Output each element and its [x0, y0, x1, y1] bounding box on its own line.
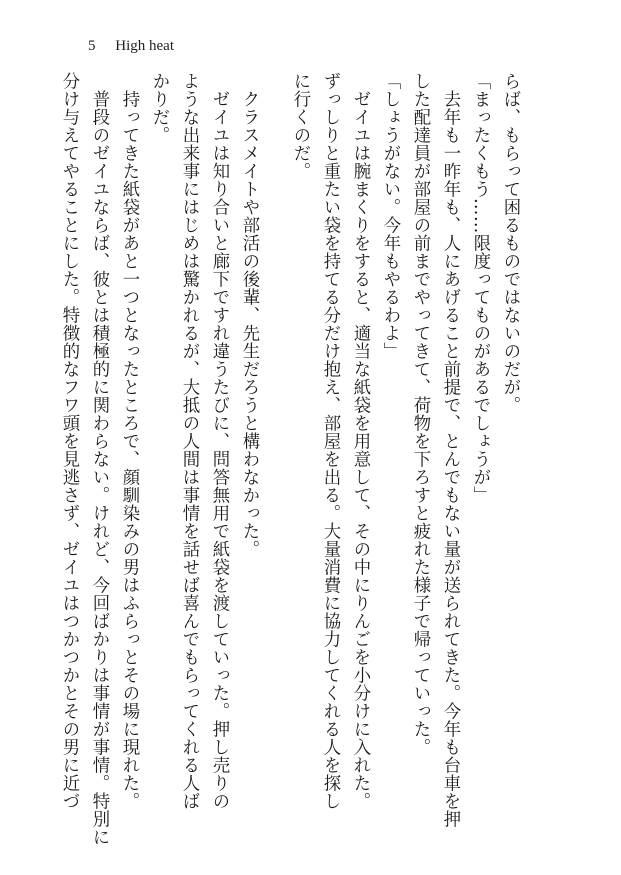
- text-line: に行くのだ。: [290, 72, 310, 180]
- text-line: した配達員が部屋の前までやってきて、荷物を下ろすと疲れた様子で帰っていった。: [410, 72, 430, 756]
- text-line: 持ってきた紙袋があと一つとなったところで、顔馴染みの男はふらっとその場に現れた。: [119, 72, 139, 810]
- text-line: 「しょうがない。今年もやるわよ」: [380, 72, 400, 360]
- text-line: かりだ。: [149, 72, 169, 144]
- text-line: ゼイユは知り合いと廊下ですれ違うたびに、問答無用で紙袋を渡していった。押し売りの: [209, 72, 229, 810]
- page-number: 5: [88, 38, 96, 54]
- text-line: ずっしりと重たい袋を持てる分だけ抱え、部屋を出る。大量消費に協力してくれる人を探し: [320, 72, 340, 810]
- text-line: 普段のゼイユならば、彼とは積極的に関わらない。けれど、今回ばかりは事情が事情。特別に: [89, 72, 109, 846]
- text-line: ゼイユは腕まくりをすると、適当な紙袋を用意して、その中にりんごを小分けに入れた。: [350, 72, 370, 810]
- paragraph-gap: [264, 72, 285, 812]
- text-line: らば、もらって困るものではないのだが。: [500, 72, 520, 414]
- text-line: クラスメイトや部活の後輩、先生だろうと構わなかった。: [239, 72, 259, 558]
- text-line: ような出来事にはじめは驚かれるが、大抵の人間は事情を話せば喜んでもらってくれる人ば: [179, 72, 199, 810]
- running-title: High heat: [115, 38, 174, 54]
- text-line: 去年も一昨年も、人にあげること前提で、とんでもない量が送られてきた。今年も台車を押: [440, 72, 460, 828]
- text-line: 分け与えてやることにした。特徴的なフワ頭を見逃さず、ゼイユはつかつかとその男に近づ: [59, 72, 79, 810]
- running-head: [88, 36, 174, 56]
- text-line: 「まったくもう……限度ってものがあるでしょうが」: [470, 72, 490, 504]
- body-text: [54, 72, 525, 846]
